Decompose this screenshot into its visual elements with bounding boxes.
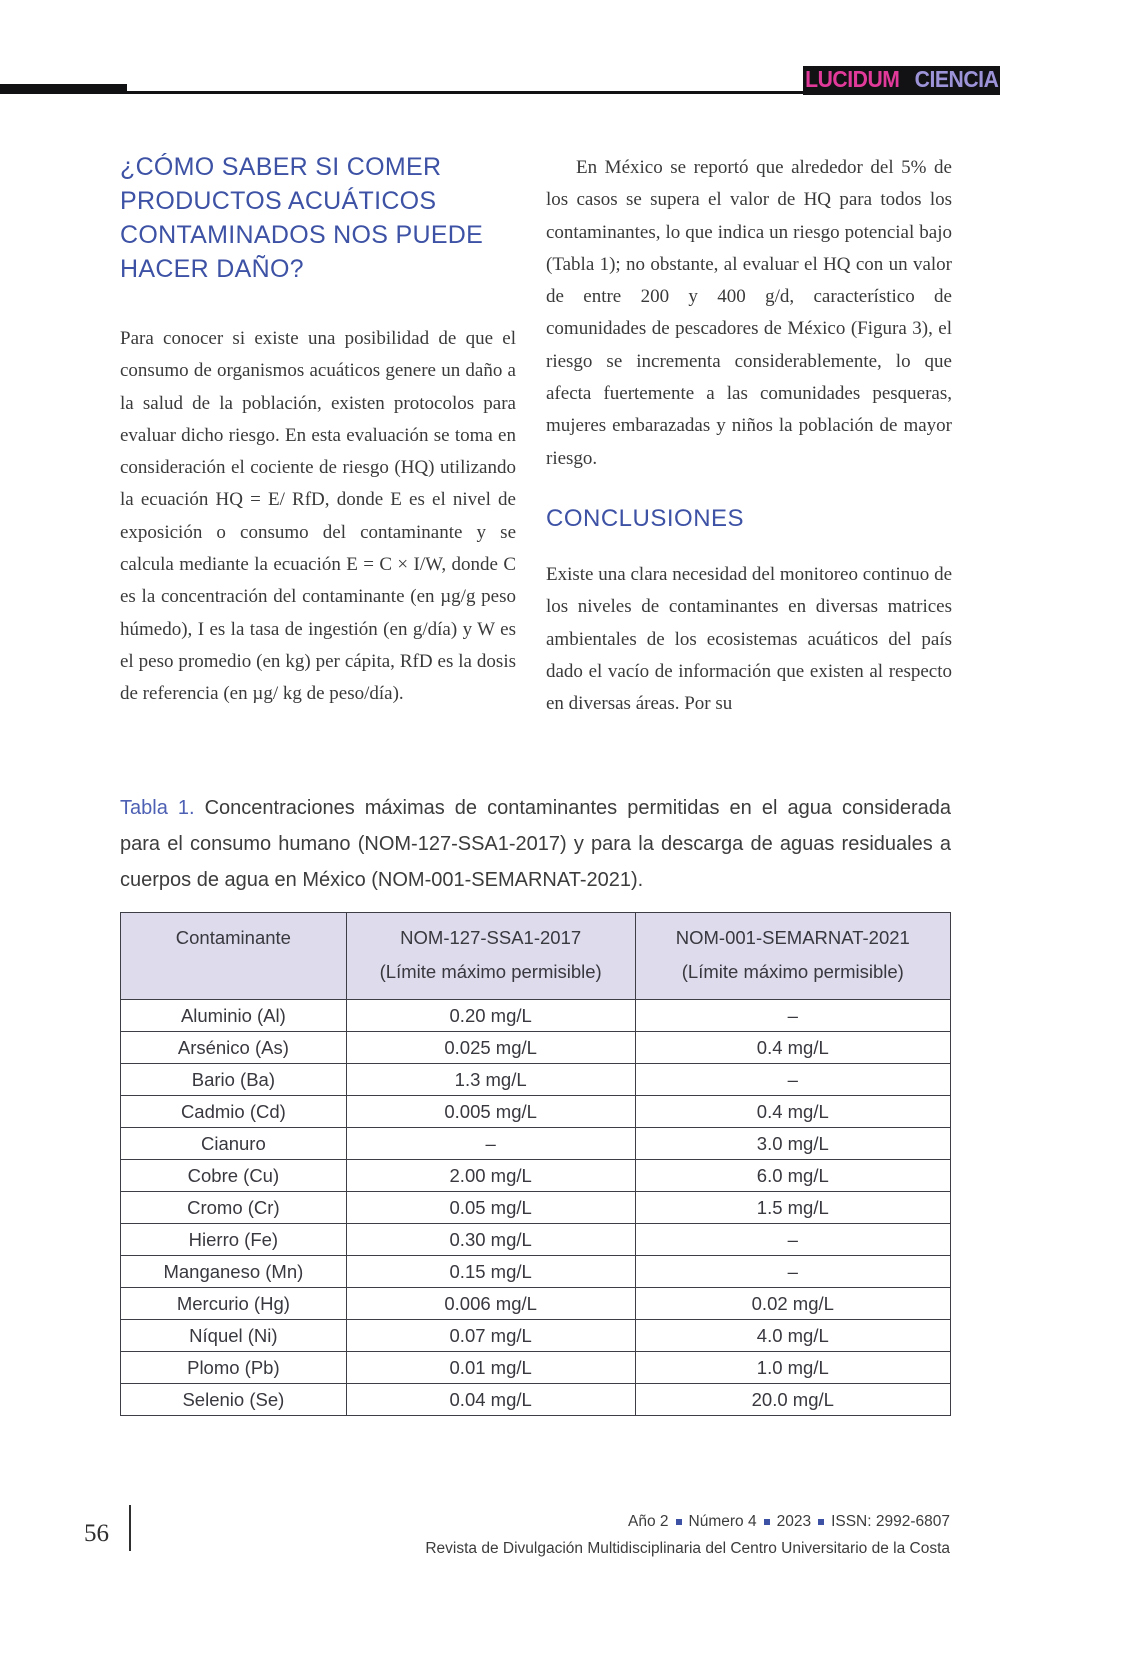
logo-word-lucidum: LUCIDUM <box>805 66 900 92</box>
table-cell: 20.0 mg/L <box>635 1384 950 1416</box>
table-row <box>121 1224 951 1256</box>
square-bullet-icon <box>676 1519 682 1525</box>
journal-name: Revista de Divulgación Multidisciplinaria del Centro Universitario de la Costa <box>425 1540 950 1557</box>
limits-table <box>120 912 951 1416</box>
table-row <box>121 1000 951 1032</box>
table-row <box>121 1352 951 1384</box>
table-row <box>121 1256 951 1288</box>
table-header-row <box>121 913 951 1000</box>
column-subtitle: (Límite máximo permisible) <box>681 961 904 982</box>
table-cell: 1.5 mg/L <box>635 1192 950 1224</box>
table-row <box>121 1384 951 1416</box>
table-cell: 0.025 mg/L <box>346 1032 635 1064</box>
table-cell: Plomo (Pb) <box>121 1352 347 1384</box>
table-cell: 0.20 mg/L <box>346 1000 635 1032</box>
body-paragraph: En México se reportó que alrededor del 5% de los casos se supera el valor de HQ para todos los contaminantes, lo que indica un riesgo potencial bajo (Tabla 1); no obstante, al evaluar el HQ con un valor de entre 200 y 400 g/d, característico de comunidades de pescadores de México (Figura 3), el riesgo se incrementa considerablemente, lo que afecta fuertemente a las comunidades pesqueras, mujeres embarazadas y niños la población de mayor riesgo. <box>546 157 952 469</box>
table-cell: Cromo (Cr) <box>121 1192 347 1224</box>
table-cell: 2.00 mg/L <box>346 1160 635 1192</box>
column-subtitle: (Límite máximo permisible) <box>379 961 602 982</box>
table-cell: Mercurio (Hg) <box>121 1288 347 1320</box>
table-row <box>121 1320 951 1352</box>
column-title: NOM-127-SSA1-2017 <box>400 927 582 948</box>
journal-logo <box>803 66 1000 95</box>
table-cell: Selenio (Se) <box>121 1384 347 1416</box>
table-cell: 3.0 mg/L <box>635 1128 950 1160</box>
table-cell: 0.02 mg/L <box>635 1288 950 1320</box>
issue-segment: Año 2 <box>628 1513 669 1530</box>
table-row <box>121 1032 951 1064</box>
square-bullet-icon <box>764 1519 770 1525</box>
table-cell: 0.15 mg/L <box>346 1256 635 1288</box>
table-cell: – <box>635 1224 950 1256</box>
table-caption <box>120 790 951 898</box>
table-cell: – <box>635 1256 950 1288</box>
header-rule <box>0 91 806 94</box>
square-bullet-icon <box>818 1519 824 1525</box>
table-cell: 1.0 mg/L <box>635 1352 950 1384</box>
table-cell: 6.0 mg/L <box>635 1160 950 1192</box>
table-row <box>121 1128 951 1160</box>
table-cell: – <box>635 1064 950 1096</box>
issue-line <box>250 1508 950 1535</box>
right-column <box>546 152 952 720</box>
column-header-nom-001 <box>635 913 950 1000</box>
table-cell: 0.4 mg/L <box>635 1032 950 1064</box>
conclusions-heading: CONCLUSIONES <box>546 504 745 532</box>
table-row <box>121 1288 951 1320</box>
issue-segment: ISSN: 2992-6807 <box>831 1513 950 1530</box>
table-row <box>121 1160 951 1192</box>
section-heading: ¿CÓMO SABER SI COMER PRODUCTOS ACUÁTICOS CONTAMINADOS NOS PUEDE HACER DAÑO? <box>120 153 484 283</box>
left-column <box>120 150 516 711</box>
column-title: Contaminante <box>175 927 291 948</box>
table-cell: Níquel (Ni) <box>121 1320 347 1352</box>
table-cell: Hierro (Fe) <box>121 1224 347 1256</box>
table-row <box>121 1096 951 1128</box>
table-cell: 0.07 mg/L <box>346 1320 635 1352</box>
footer <box>250 1508 950 1562</box>
table-cell: 0.4 mg/L <box>635 1096 950 1128</box>
table-cell: 0.30 mg/L <box>346 1224 635 1256</box>
table-cell: Cadmio (Cd) <box>121 1096 347 1128</box>
table-caption-label: Tabla 1. <box>120 797 195 819</box>
table-cell: 0.006 mg/L <box>346 1288 635 1320</box>
column-title: NOM-001-SEMARNAT-2021 <box>675 927 910 948</box>
issue-segment: Número 4 <box>688 1513 757 1530</box>
body-paragraph: Existe una clara necesidad del monitoreo continuo de los niveles de contaminantes en diversas matrices ambientales de los ecosistemas acuáticos del país dado el vacío de información que existen al respecto en diversas áreas. Por su <box>546 563 952 715</box>
table-cell: Cobre (Cu) <box>121 1160 347 1192</box>
table-cell: Aluminio (Al) <box>121 1000 347 1032</box>
table-cell: – <box>346 1128 635 1160</box>
table-cell: Bario (Ba) <box>121 1064 347 1096</box>
table-cell: Cianuro <box>121 1128 347 1160</box>
table-caption-text: Concentraciones máximas de contaminantes permitidas en el agua considerada para el consumo humano (NOM-127-SSA1-2017) y para la descarga de aguas residuales a cuerpos de agua en México (NOM-001-SEMARNAT-2021). <box>120 797 951 891</box>
table-cell: Arsénico (As) <box>121 1032 347 1064</box>
table-cell: 0.01 mg/L <box>346 1352 635 1384</box>
table-section <box>120 790 951 1416</box>
table-cell: – <box>635 1000 950 1032</box>
table-header <box>121 913 951 1000</box>
page-number-divider <box>129 1505 131 1551</box>
table-cell: 0.04 mg/L <box>346 1384 635 1416</box>
table-body <box>121 1000 951 1416</box>
column-header-contaminante <box>121 913 347 1000</box>
table-cell: 0.005 mg/L <box>346 1096 635 1128</box>
page-number: 56 <box>84 1520 109 1547</box>
table-row <box>121 1064 951 1096</box>
table-cell: Manganeso (Mn) <box>121 1256 347 1288</box>
table-cell: 0.05 mg/L <box>346 1192 635 1224</box>
logo-word-ciencia: CIENCIA <box>914 66 999 92</box>
table-cell: 1.3 mg/L <box>346 1064 635 1096</box>
column-header-nom-127 <box>346 913 635 1000</box>
table-row <box>121 1192 951 1224</box>
issue-segment: 2023 <box>776 1513 812 1530</box>
body-paragraph: Para conocer si existe una posibilidad de que el consumo de organismos acuáticos genere un daño a la salud de la población, existen protocolos para evaluar dicho riesgo. En esta evaluación se toma en consideración el cociente de riesgo (HQ) utilizando la ecuación HQ = E/ RfD, donde E es el nivel de exposición o consumo del contaminante y se calcula mediante la ecuación E = C × I/W, donde C es la concentración del contaminante (en µg/g peso húmedo), I es la tasa de ingestión (en g/día) y W es el peso promedio (en kg) per cápita, RfD es la dosis de referencia (en µg/ kg de peso/día). <box>120 328 516 705</box>
table-cell: 4.0 mg/L <box>635 1320 950 1352</box>
